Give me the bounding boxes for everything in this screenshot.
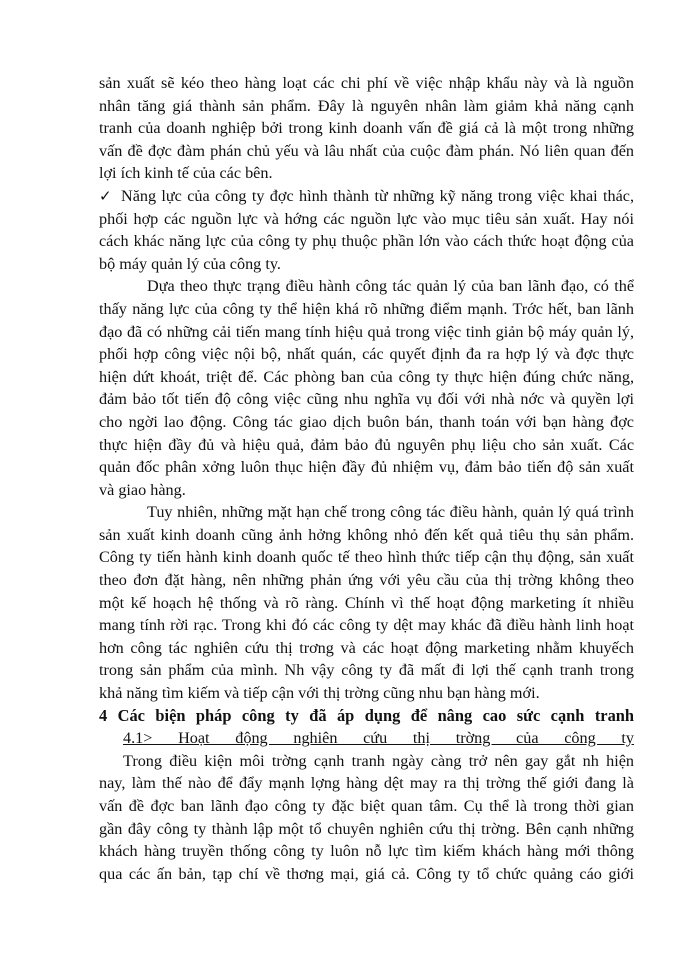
text-line: Trong điều kiện môi trờng cạnh tranh ngày càng trở nên gay gắt nh hiện [123, 751, 634, 770]
text-line: hiện dứt khoát, triệt để. Các phòng ban của công ty thực hiện đúng chức năng, [99, 367, 634, 386]
text-line: vấn đề đợc đàm phán chủ yếu và lâu nhất của cuộc đàm phán. Nó liên quan đến [99, 141, 634, 160]
section-heading: 4 Các biện pháp công ty đã áp dụng để nâng cao sức cạnh tranh [99, 705, 634, 725]
paragraph-2 [99, 275, 634, 501]
text-line: cho ngời lao động. Công tác giao dịch buôn bán, thanh toán với bạn hàng đợc [99, 412, 634, 431]
text-line: khách hàng truyền thống công ty luôn nỗ lực tìm kiếm khách hàng mới thông [99, 842, 634, 861]
text-line: sản xuất kinh doanh cũng ảnh hởng không nhỏ đến kết quả tiêu thụ sản phẩm. [99, 525, 634, 544]
text-line: mang tính rời rạc. Trong khi đó các công ty dệt may khác đã điều hành linh hoạt [99, 616, 634, 635]
text-line: Tuy nhiên, những mặt hạn chế trong công tác điều hành, quản lý quá trình [147, 503, 634, 522]
text-line: gần đây công ty thành lập một tổ chuyên nghiên cứu thị trờng. Bên cạnh những [99, 819, 634, 838]
text-line: đạo đã có những cải tiến mang tính hiệu quả trong việc tinh giản bộ máy quản lý, [99, 322, 634, 341]
text-line: tranh của doanh nghiệp bởi trong kinh doanh vấn đề giá cả là một trong những [99, 119, 634, 138]
text-line: một kế hoạch hệ thống và rõ ràng. Chính vì thế hoạt động marketing ít nhiều [99, 593, 634, 612]
text-line: quản đốc phân xởng luôn thục hiện đầy đủ nhiệm vụ, đảm bảo tiến độ sản xuất [99, 458, 634, 477]
text-line: thấy năng lực của công ty thể hiện khá rõ những điểm mạnh. Trớc hết, ban lãnh [99, 299, 634, 318]
text-line: bộ máy quản lý của công ty. [99, 254, 281, 273]
paragraph-1 [99, 72, 634, 185]
text-line: Dựa theo thực trạng điều hành công tác quản lý của ban lãnh đạo, có thể [147, 277, 634, 296]
text-line: đảm bảo tốt tiến độ công việc cũng nhu nghĩa vụ đối với nhà nớc và quyền lợi [99, 390, 634, 409]
text-line: khả năng tìm kiếm và tiếp cận với thị trờng cũng nhu bạn hàng mới. [99, 684, 540, 703]
text-line: phối hợp công việc nội bộ, nhất quán, các quyết định đa ra hợp lý và đợc thực [99, 345, 634, 364]
paragraph-4 [99, 750, 634, 886]
text-line: thực hiện đầy đủ và hiệu quả, đảm bảo đủ nguyên phụ liệu cho sản xuất. Các [99, 435, 634, 454]
bullet-first-line [99, 185, 634, 208]
text-line: theo đơn đặt hàng, nên những phản ứng với yêu cầu của thị trờng không theo [99, 571, 634, 590]
text-line: phối hợp các nguồn lực và hớng các nguồn lực vào mục tiêu sản xuất. Hay nói [99, 209, 634, 228]
text-line: Công ty tiến hành kinh doanh quốc tế theo hình thức tiếp cận thụ động, sản xuất [99, 548, 634, 567]
text-line: nhân tăng giá thành sản phẩm. Đây là nguyên nhân làm giảm khả năng cạnh [99, 96, 634, 115]
paragraph-3 [99, 501, 634, 704]
text-line: hơn công tác nghiên cứu thị trơng và các hoạt động marketing nhằm khuyếch [99, 638, 634, 657]
bullet-paragraph [99, 185, 634, 275]
text-line: qua các ấn bản, tạp chí về thơng mại, giá cả. Công ty tổ chức quảng cáo giới [99, 864, 634, 883]
text-line: vấn đề đợc ban lãnh đạo công ty đặc biệt quan tâm. Cụ thể là trong thời gian [99, 797, 634, 815]
text-line: sản xuất sẽ kéo theo hàng loạt các chi phí về việc nhập khẩu này và là nguồn [99, 74, 634, 92]
subsection-heading: 4.1> Hoạt động nghiên cứu thị trờng của công ty [123, 729, 634, 748]
text-line: và giao hàng. [99, 480, 186, 499]
text-line: trong sản phẩm của mình. Nh vậy công ty đã mất đi lợi thế cạnh tranh trong [99, 661, 634, 680]
text-line: Năng lực của công ty đợc hình thành từ những kỹ năng trong việc khai thác, [121, 186, 634, 205]
text-line: lợi ích kinh tế của các bên. [99, 164, 273, 183]
text-line: cách khác năng lực của công ty phụ thuộc phần lớn vào cách thức hoạt động của [99, 232, 634, 251]
checkmark-icon: ✓ [99, 186, 112, 205]
document-page [99, 72, 634, 885]
text-line: nay, làm thế nào để đẩy mạnh lợng hàng dệt may ra thị trờng thế giới đang là [99, 774, 634, 793]
